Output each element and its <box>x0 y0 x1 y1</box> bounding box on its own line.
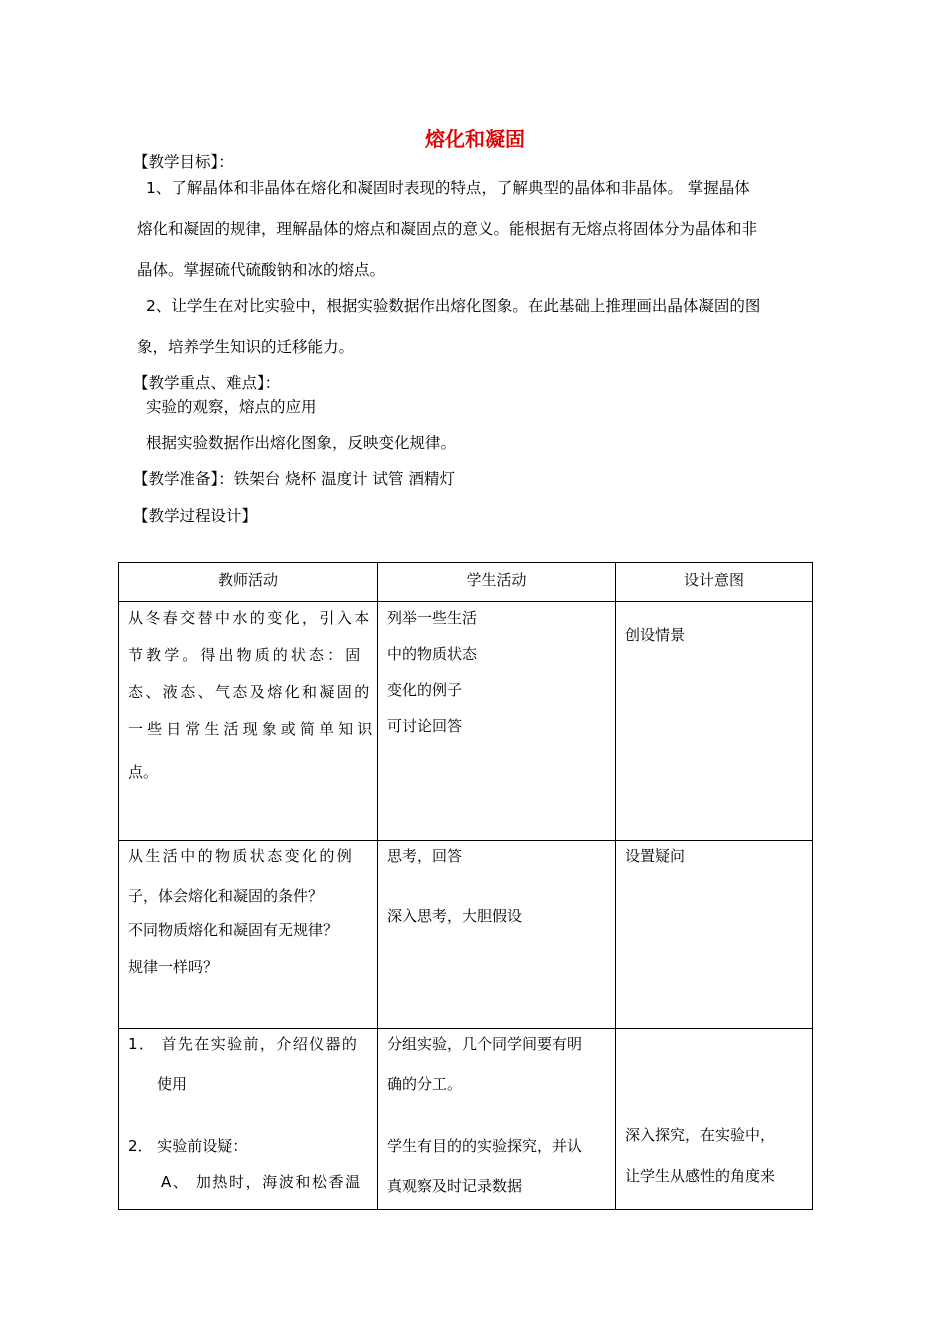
cell-line: 让学生从感性的角度来 <box>625 1167 776 1185</box>
teacher-cell <box>119 1029 378 1210</box>
goal1-line: 1、了解晶体和非晶体在熔化和凝固时表现的特点，了解典型的晶体和非晶体。 掌握晶体 <box>146 179 750 197</box>
cell-line: 列举一些生活 <box>387 609 478 627</box>
lesson-plan-table <box>118 562 813 1210</box>
cell-line: 使用 <box>157 1075 188 1093</box>
cell-line: 确的分工。 <box>387 1075 463 1093</box>
cell-line: 1． 首先在实验前，介绍仪器的 <box>128 1035 359 1053</box>
cell-line: 中的物质状态 <box>387 645 478 663</box>
header-student-activity: 学生活动 <box>378 563 616 602</box>
cell-line: A、 加热时，海波和松香温 <box>161 1173 362 1191</box>
goal2-line: 2、让学生在对比实验中，根据实验数据作出熔化图象。在此基础上推理画出晶体凝固的图 <box>146 297 761 315</box>
intent-cell <box>616 841 813 1029</box>
keypoint-line: 根据实验数据作出熔化图象，反映变化规律。 <box>146 434 457 452</box>
intent-cell <box>616 1029 813 1210</box>
keypoint-line: 实验的观察，熔点的应用 <box>146 398 317 416</box>
cell-line: 规律一样吗？ <box>128 958 219 976</box>
student-cell <box>378 602 616 841</box>
document-title: 熔化和凝固 <box>425 127 525 151</box>
student-cell <box>378 841 616 1029</box>
student-cell <box>378 1029 616 1210</box>
goal2-line: 象，培养学生知识的迁移能力。 <box>137 338 355 356</box>
header-teacher-activity: 教师活动 <box>119 563 378 602</box>
cell-line: 创设情景 <box>625 626 686 644</box>
cell-line: 学生有目的的实验探究，并认 <box>387 1137 583 1155</box>
cell-line: 变化的例子 <box>387 681 463 699</box>
cell-line: 设置疑问 <box>625 847 686 865</box>
goal1-line: 熔化和凝固的规律，理解晶体的熔点和凝固点的意义。能根据有无熔点将固体分为晶体和非 <box>137 220 758 238</box>
cell-line: 从冬春交替中水的变化，引入本 <box>128 609 372 627</box>
cell-line: 深入思考，大胆假设 <box>387 907 523 925</box>
cell-line: 可讨论回答 <box>387 717 463 735</box>
preparation-line: 【教学准备】：铁架台 烧杯 温度计 试管 酒精灯 <box>133 470 455 488</box>
cell-line: 分组实验，几个同学间要有明 <box>387 1035 583 1053</box>
cell-line: 不同物质熔化和凝固有无规律？ <box>128 921 339 939</box>
keypoints-heading: 【教学重点、难点】： <box>133 374 281 392</box>
teacher-cell <box>119 841 378 1029</box>
cell-line: 深入探究，在实验中， <box>625 1126 776 1144</box>
table-row <box>119 841 813 1029</box>
cell-line: 点。 <box>128 763 159 781</box>
table-header-row <box>119 563 813 602</box>
table-row <box>119 1029 813 1210</box>
process-heading: 【教学过程设计】 <box>133 507 258 525</box>
cell-line: 思考，回答 <box>387 847 463 865</box>
teacher-cell <box>119 602 378 841</box>
cell-line: 从生活中的物质状态变化的例 <box>128 847 355 865</box>
goals-heading: 【教学目标】： <box>133 153 234 171</box>
goal1-line: 晶体。掌握硫代硫酸钠和冰的熔点。 <box>137 261 386 279</box>
cell-line: 态、液态、气态及熔化和凝固的 <box>128 683 372 701</box>
table-row <box>119 602 813 841</box>
cell-line: 真观察及时记录数据 <box>387 1177 523 1195</box>
cell-line: 节教学。得出物质的状态：固 <box>128 646 364 664</box>
cell-line: 2． 实验前设疑： <box>128 1137 248 1155</box>
cell-line: 子，体会熔化和凝固的条件？ <box>128 887 324 905</box>
header-design-intent: 设计意图 <box>616 563 813 602</box>
cell-line: 一些日常生活现象或简单知识 <box>128 720 377 738</box>
intent-cell <box>616 602 813 841</box>
